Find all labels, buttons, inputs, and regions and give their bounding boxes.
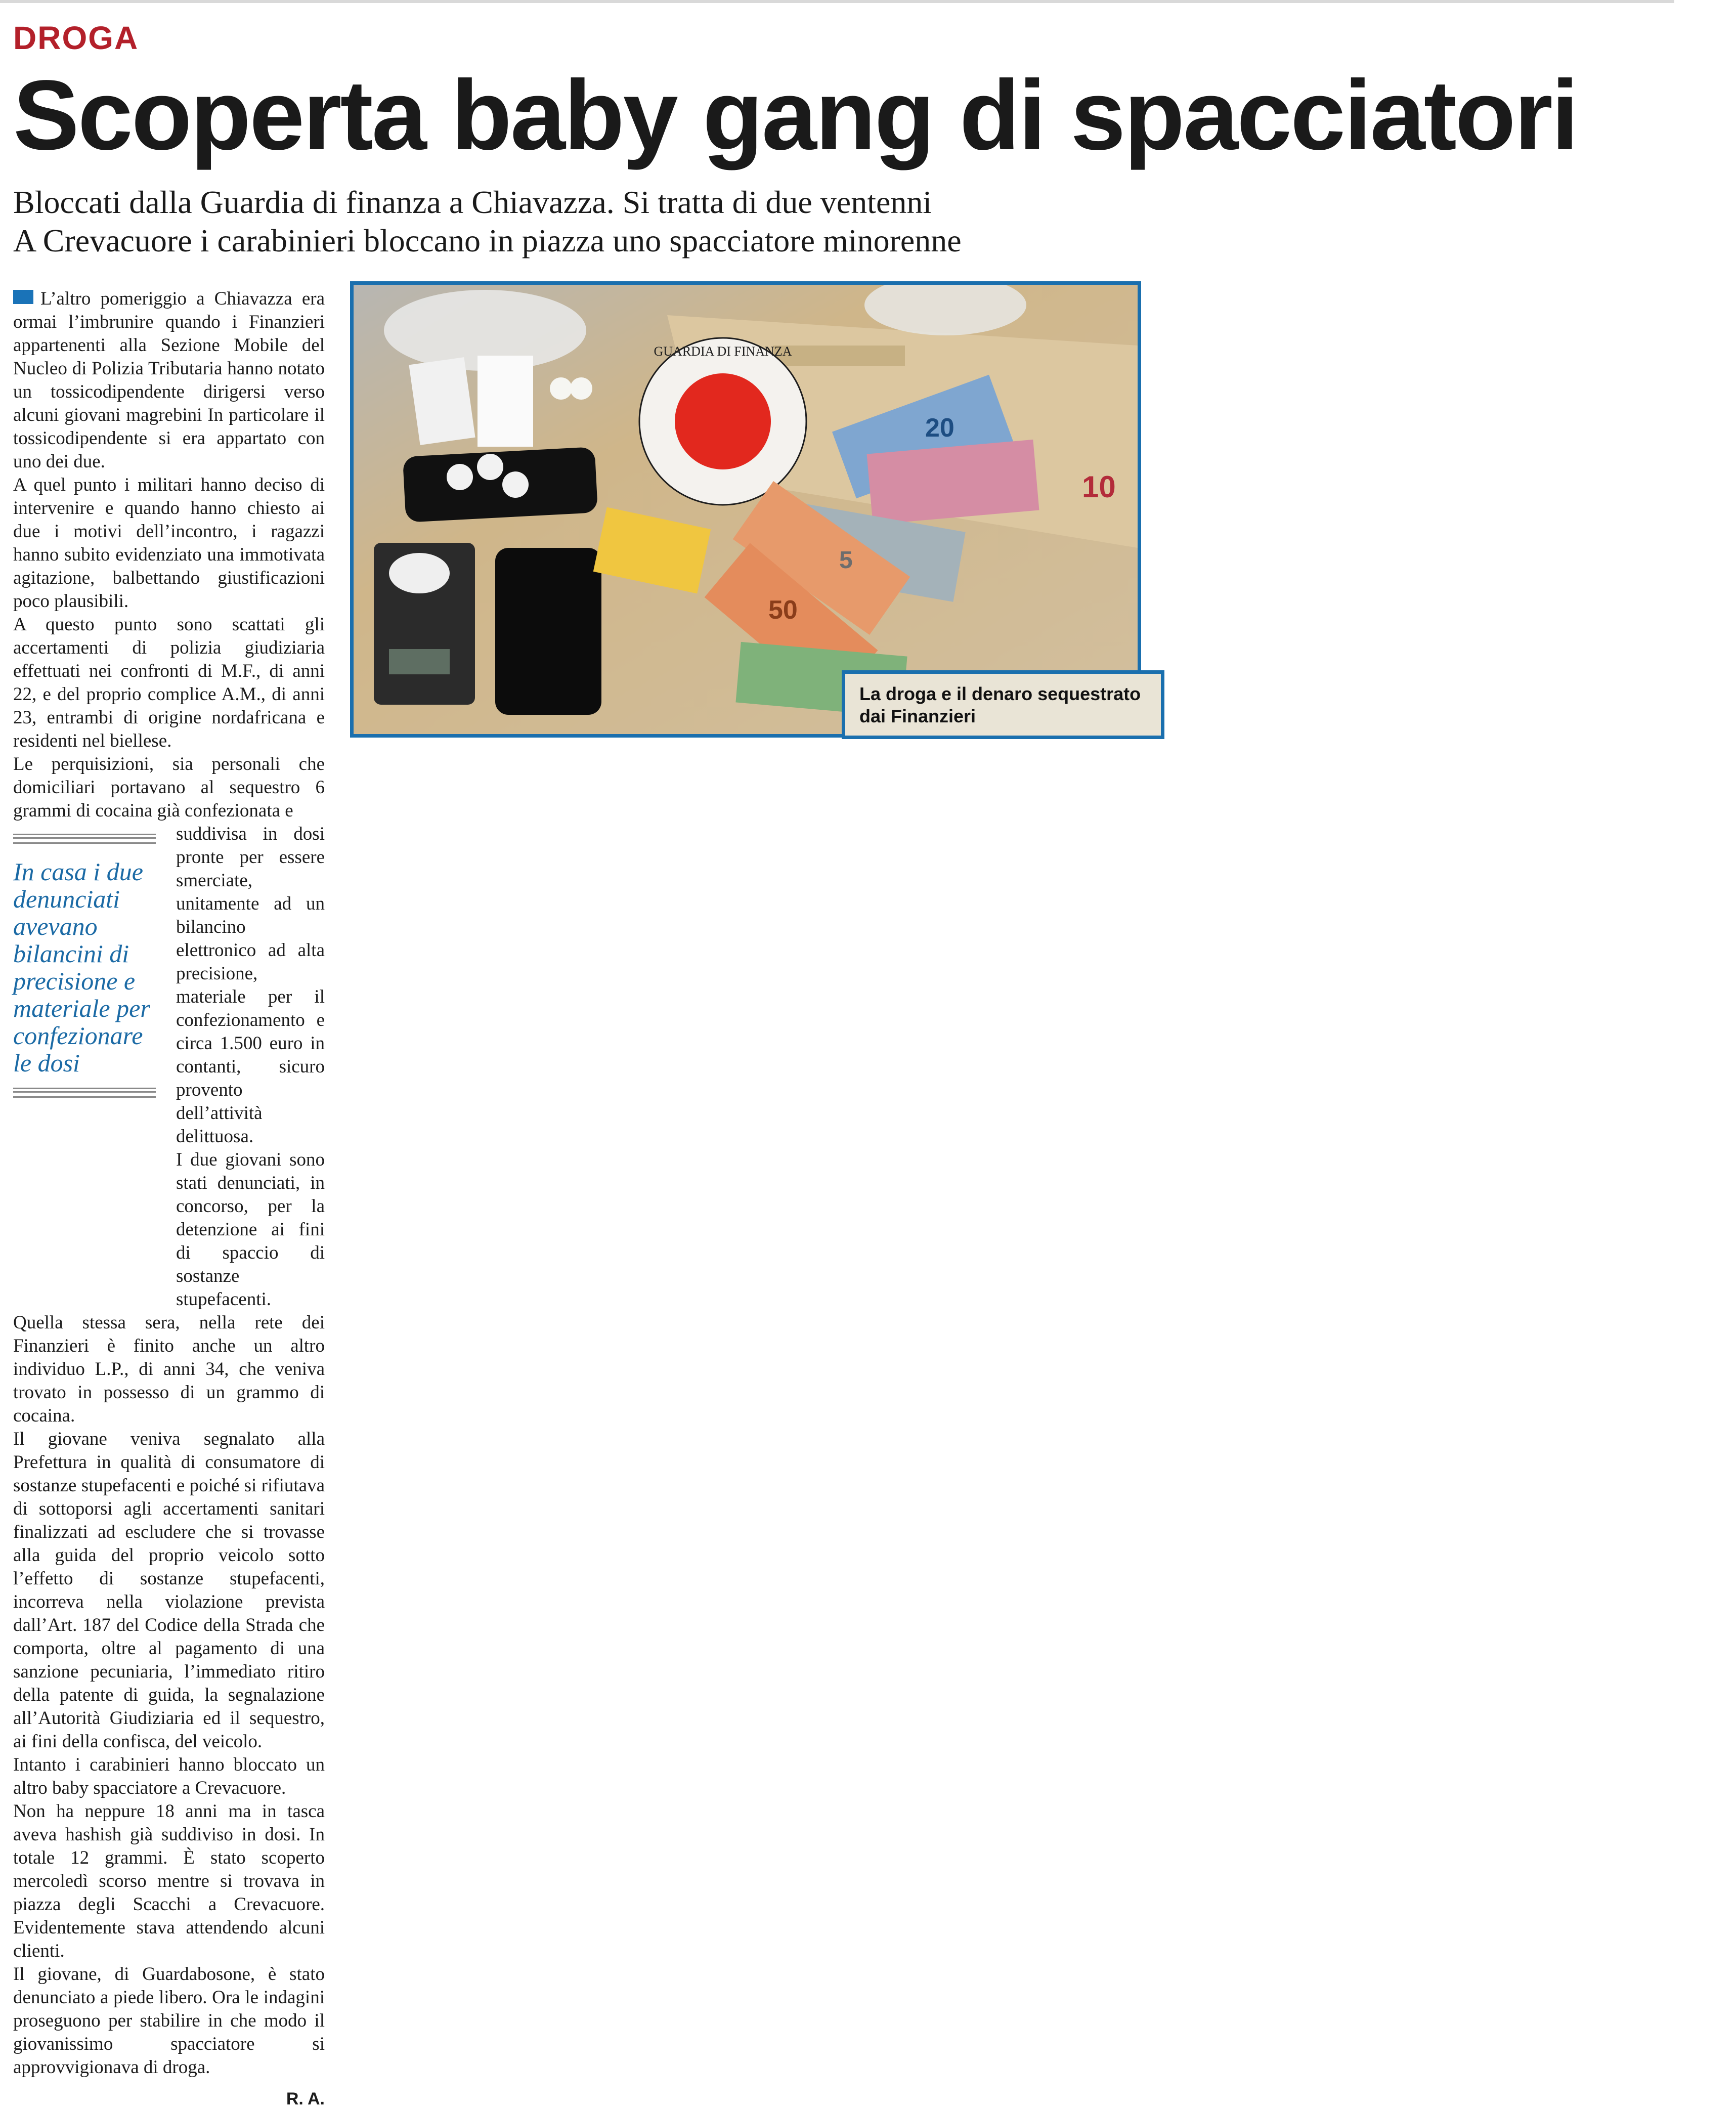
subhead-line-1: Bloccati dalla Guardia di finanza a Chiavazza. Si tratta di due ventenni xyxy=(13,184,932,220)
cocaine-dose xyxy=(447,464,473,490)
paragraph: Intanto i carabinieri hanno bloccato un altro baby spacciatore a Crevacuore. xyxy=(13,1754,325,1798)
paragraph: Le perquisizioni, sia personali che domiciliari portavano al sequestro 6 grammi di cocaina già confezionata e xyxy=(13,754,325,821)
section-kicker: DROGA xyxy=(13,20,139,56)
seal-red-center xyxy=(675,373,771,469)
banknote-value: 5 xyxy=(839,547,853,574)
author-signature: R. A. xyxy=(286,2089,325,2108)
photo-caption: La droga e il denaro sequestrato dai Finanzieri xyxy=(842,670,1164,739)
subhead-line-2: A Crevacuore i carabinieri bloccano in piazza uno spacciatore minorenne xyxy=(13,223,962,259)
paper-card xyxy=(478,356,533,447)
paragraph: A questo punto sono scattati gli accertamenti di polizia giudiziaria effettuati nei confronti di M.F., di anni 22, e del proprio complice A.M., di anni 23, entrambi di origine nordafricana e residenti nel biellese. xyxy=(13,614,325,751)
cocaine-dose xyxy=(389,553,450,593)
banknote-value: 10 xyxy=(1082,470,1116,504)
paragraph: Non ha neppure 18 anni ma in tasca aveva hashish già suddiviso in dosi. In totale 12 grammi. È stato scoperto mercoledì scorso mentre si trovava in piazza degli Scacchi a Crevacuore. Evidentemente stava attendendo alcuni clienti. xyxy=(13,1801,325,1961)
pill xyxy=(570,377,592,400)
pull-quote-rule-top xyxy=(13,834,156,844)
banknote-value: 50 xyxy=(768,595,798,625)
pull-quote-text: In casa i due denunciati avevano bilancini di precisione e materiale per confezionare le dosi xyxy=(13,857,150,1077)
pull-quote xyxy=(13,834,156,1098)
top-rule xyxy=(0,0,1674,3)
headline: Scoperta baby gang di spacciatori xyxy=(13,60,1578,170)
seized-items-photo xyxy=(354,285,1138,734)
article-body xyxy=(13,287,325,2109)
pill xyxy=(550,377,572,400)
paragraph: suddivisa in dosi pronte per essere smerciate, unitamente ad un bilancino elettronico ad alta precisione, materiale per il confezionamento e circa 1.500 euro in contanti, sicuro provento dell’attività delittuosa. xyxy=(176,824,325,1147)
article-photo xyxy=(350,281,1141,738)
smartphone xyxy=(495,548,601,715)
paragraph: Il giovane veniva segnalato alla Prefettura in qualità di consumatore di sostanze stupefacenti e poiché si rifiutava di sottoporsi agli accertamenti sanitari finalizzati ad escludere che si trovasse alla guida del proprio veicolo sotto l’effetto di sostanze stupefacenti, incorreva nella violazione prevista dall’Art. 187 del Codice della Strada che comporta, oltre al pagamento di una sanzione pecuniaria, l’immediato ritiro della patente di guida, la segnalazione all’Autorità Giudiziaria ed il sequestro, ai fini della confisca, del veicolo. xyxy=(13,1429,325,1752)
cocaine-dose xyxy=(502,471,529,498)
paragraph: Quella stessa sera, nella rete dei Finanzieri è finito anche un altro individuo L.P., di anni 34, che veniva trovato in possesso di un grammo di cocaina. xyxy=(13,1312,325,1426)
phone-black xyxy=(403,447,598,523)
scale-display xyxy=(389,649,450,674)
banknote-10 xyxy=(867,440,1039,525)
paragraph: L’altro pomeriggio a Chiavazza era ormai l’imbrunire quando i Finanzieri appartenenti alla Sezione Mobile del Nucleo di Polizia Tributaria hanno notato un tossicodipendente dirigersi verso alcuni giovani magrebini In particolare il tossicodipendente si era appartato con uno dei due. xyxy=(13,288,325,472)
folder-header-stripe xyxy=(773,346,905,366)
seal-text: GUARDIA DI FINANZA xyxy=(654,344,792,359)
paragraph: I due giovani sono stati denunciati, in concorso, per la detenzione ai fini di spaccio di sostanze stupefacenti. xyxy=(176,1149,325,1310)
paragraph: A quel punto i militari hanno deciso di intervenire e quando hanno chiesto ai due i motivi dell’incontro, i ragazzi hanno subito evidenziato una immotivata agitazione, balbettando giustificazioni poco plausibili. xyxy=(13,475,325,612)
subheadline xyxy=(13,183,1632,260)
pull-quote-rule-bottom xyxy=(13,1088,156,1098)
paragraph: Il giovane, di Guardabosone, è stato denunciato a piede libero. Ora le indagini proseguono per stabilire in che modo il giovanissimo spacciatore si approvvigionava di droga. xyxy=(13,1964,325,2078)
section-marker-icon xyxy=(13,290,33,304)
paper-card xyxy=(409,357,475,445)
cocaine-dose xyxy=(477,454,503,480)
banknote-value: 20 xyxy=(925,413,954,443)
